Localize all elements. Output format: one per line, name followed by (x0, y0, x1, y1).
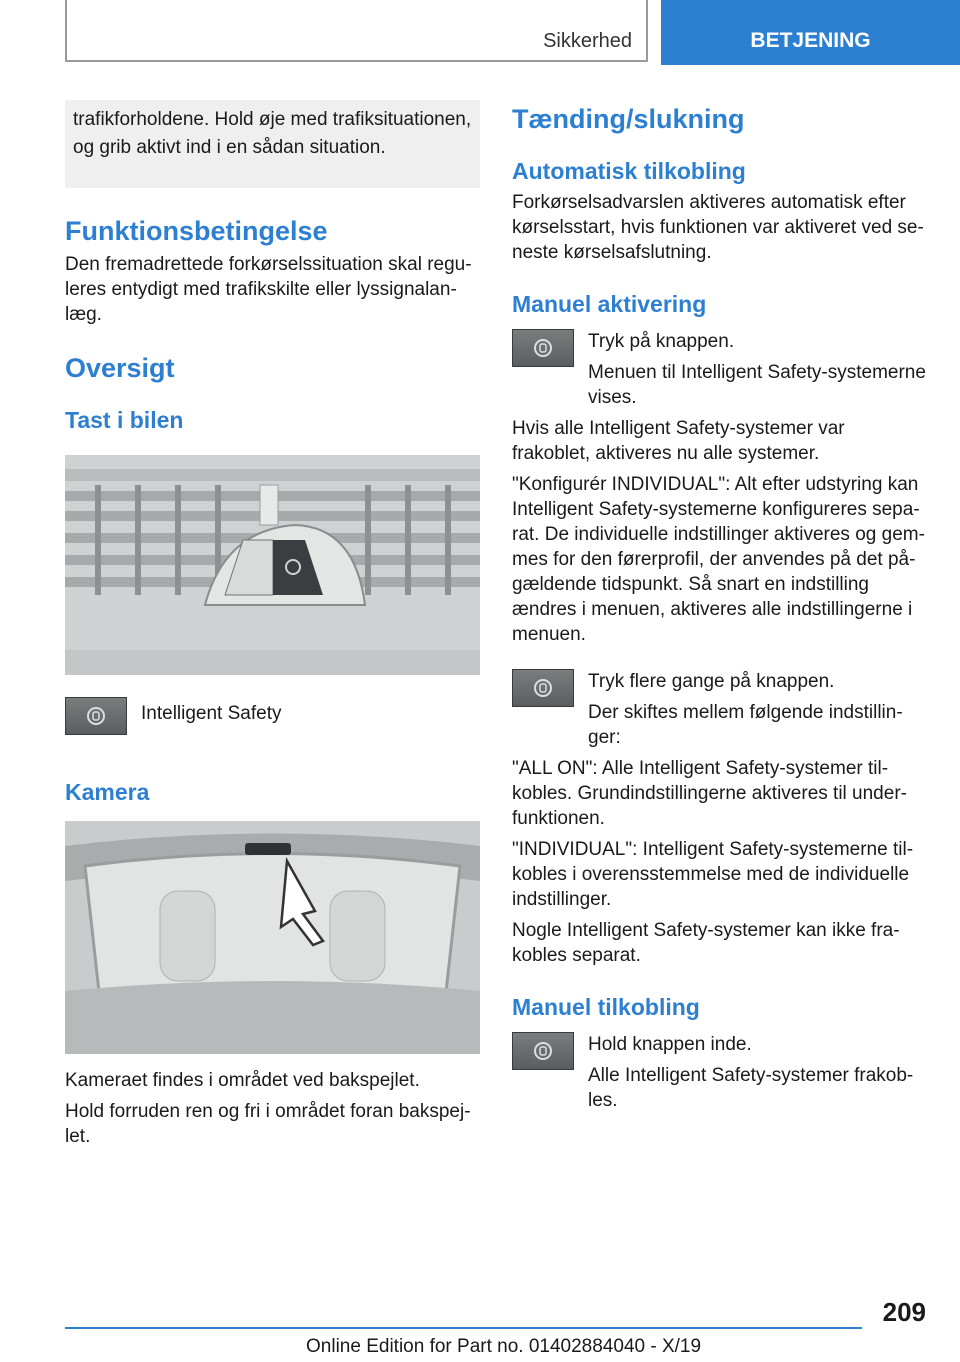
heading-overview: Oversigt (65, 353, 175, 383)
intelligent-safety-button-icon (512, 329, 574, 367)
header-section-title: Sikkerhed (543, 30, 632, 52)
page-number: 209 (882, 1297, 926, 1327)
heading-manual-off: Manuel tilkobling (512, 994, 700, 1020)
heading-camera: Kamera (65, 779, 150, 805)
heading-on-off: Tænding/slukning (512, 104, 745, 134)
multi-press-row (512, 669, 927, 750)
intelligent-safety-button-icon (512, 669, 574, 707)
step-all-off: Alle Intelligent Safety-systemer frakobles. (588, 1065, 914, 1111)
heading-auto-on: Automatisk tilkobling (512, 158, 746, 184)
heading-function: Funktionsbetingelse (65, 216, 328, 246)
step-hold-button: Hold knappen inde. (588, 1034, 752, 1055)
camera-photo-illustration (65, 821, 480, 1054)
step-switch-settings: Der skiftes mellem følgende indstillinger: (588, 702, 903, 748)
paragraph-all-activated: Hvis alle Intelligent Safety-systemer var frakoblet, aktiveres nu alle systemer. (512, 418, 845, 464)
intelligent-safety-button-icon (512, 1032, 574, 1070)
button-label: Intelligent Safety (141, 703, 282, 724)
manual-off-row (512, 1032, 927, 1113)
footer-edition: Online Edition for Part no. 01402884040 - X/19 (306, 1336, 702, 1357)
step-press-repeatedly: Tryk flere gange på knappen. (588, 671, 835, 692)
note-box (65, 100, 480, 188)
paragraph-function: Den fremadrettede forkørselssituation skal reguleres entydigt med trafikskilte eller lyssignalanlæg. (65, 254, 472, 325)
paragraph-auto-on: Forkørselsadvarslen aktiveres automatisk efter kørselsstart, hvis funktionen var aktiveret ved seneste kørselsafslutning. (512, 192, 924, 263)
paragraph-all-on: "ALL ON": Alle Intelligent Safety-systemer tilkobles. Grundindstillingerne aktiveres til underfunktionen. (512, 758, 907, 829)
button-photo-illustration (65, 455, 480, 675)
button-photo (65, 455, 480, 675)
intelligent-safety-button-icon (65, 697, 127, 735)
heading-manual-activation: Manuel aktivering (512, 291, 707, 317)
paragraph-not-separately: Nogle Intelligent Safety-systemer kan ikke frakobles separat. (512, 920, 900, 966)
heading-button-in-car: Tast i bilen (65, 407, 184, 433)
step-press-button: Tryk på knappen. (588, 331, 735, 352)
paragraph-camera-clean: Hold forruden ren og fri i området foran bakspejlet. (65, 1101, 471, 1147)
paragraph-configure-individual: "Konfigurér INDIVIDUAL": Alt efter udstyring kan Intelligent Safety-systemerne konfigureres separat. De individuelle indstillinger aktiveres og gemmes for den førerprofil, der anvendes på det pågældende tidspunkt. Så snart en indstilling ændres i menuen, aktiveres alle indstillingerne i menuen. (512, 474, 925, 645)
button-legend-row (65, 697, 480, 767)
paragraph-individual: "INDIVIDUAL": Intelligent Safety-systemerne tilkobles i overensstemmelse med de individuelle indstillinger. (512, 839, 914, 910)
manual-activation-row (512, 329, 927, 410)
left-column (65, 100, 480, 1149)
footer-rule (65, 1327, 862, 1329)
header-tab: BETJENING (661, 0, 960, 65)
paragraph-camera-location: Kameraet findes i området ved bakspejlet. (65, 1070, 420, 1091)
note-text: trafikforholdene. Hold øje med trafiksituationen, og grib aktivt ind i en sådan situation. (73, 109, 472, 158)
step-menu-shown: Menuen til Intelligent Safety-systemerne vises. (588, 362, 926, 408)
right-column (512, 100, 927, 1113)
camera-photo (65, 821, 480, 1054)
